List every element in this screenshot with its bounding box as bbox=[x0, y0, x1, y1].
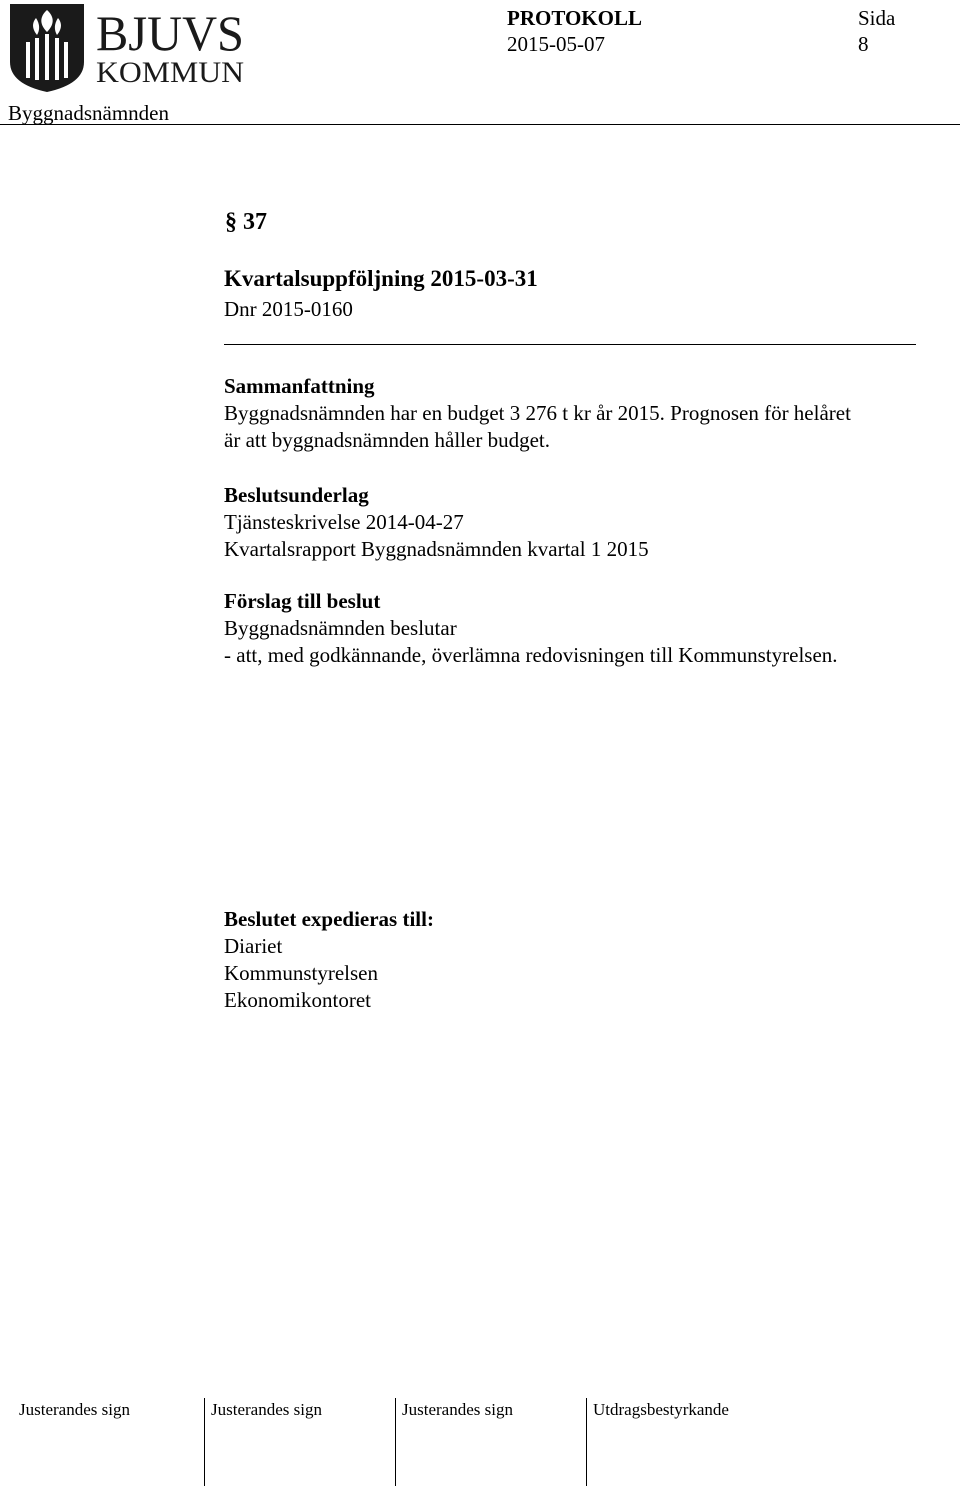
header-divider bbox=[0, 124, 960, 125]
certification-label: Utdragsbestyrkande bbox=[593, 1400, 729, 1419]
signature-label: Justerandes sign bbox=[402, 1400, 513, 1419]
page-title: Kvartalsuppföljning 2015-03-31 bbox=[224, 266, 538, 291]
municipality-logo bbox=[96, 4, 256, 86]
basis-item: Kvartalsrapport Byggnadsnämnden kvartal 1 2015 bbox=[224, 537, 649, 561]
document-type: PROTOKOLL bbox=[507, 6, 642, 30]
proposal-section bbox=[224, 588, 838, 669]
basis-item: Tjänsteskrivelse 2014-04-27 bbox=[224, 510, 464, 534]
summary-heading: Sammanfattning bbox=[224, 374, 375, 398]
dispatch-section bbox=[224, 906, 434, 1014]
meeting-date: 2015-05-07 bbox=[507, 32, 605, 56]
logo-name: BJUVS bbox=[96, 5, 244, 61]
proposal-line: Byggnadsnämnden beslutar bbox=[224, 616, 457, 640]
basis-section bbox=[224, 482, 649, 563]
paragraph-number: § 37 bbox=[225, 209, 267, 235]
basis-heading: Beslutsunderlag bbox=[224, 483, 369, 507]
proposal-heading: Förslag till beslut bbox=[224, 589, 381, 613]
page-label: Sida bbox=[858, 6, 896, 30]
case-number: Dnr 2015-0160 bbox=[224, 297, 353, 321]
signature-label: Justerandes sign bbox=[211, 1400, 322, 1419]
board-name: Byggnadsnämnden bbox=[8, 101, 169, 125]
summary-section bbox=[224, 373, 851, 454]
proposal-line: - att, med godkännande, överlämna redovisningen till Kommunstyrelsen. bbox=[224, 643, 838, 667]
dispatch-heading: Beslutet expedieras till: bbox=[224, 907, 434, 931]
logo-subtitle: KOMMUN bbox=[96, 56, 244, 86]
dispatch-recipient: Kommunstyrelsen bbox=[224, 961, 378, 985]
page-number: 8 bbox=[858, 32, 869, 56]
summary-line: är att byggnadsnämnden håller budget. bbox=[224, 428, 550, 452]
dispatch-recipient: Diariet bbox=[224, 934, 283, 958]
summary-line: Byggnadsnämnden har en budget 3 276 t kr år 2015. Prognosen för helåret bbox=[224, 401, 851, 425]
signature-divider bbox=[586, 1398, 587, 1486]
title-divider bbox=[224, 344, 916, 345]
dispatch-recipient: Ekonomikontoret bbox=[224, 988, 371, 1012]
municipality-emblem-icon bbox=[8, 4, 86, 92]
signature-label: Justerandes sign bbox=[19, 1400, 130, 1419]
signature-divider bbox=[395, 1398, 396, 1486]
signature-divider bbox=[204, 1398, 205, 1486]
